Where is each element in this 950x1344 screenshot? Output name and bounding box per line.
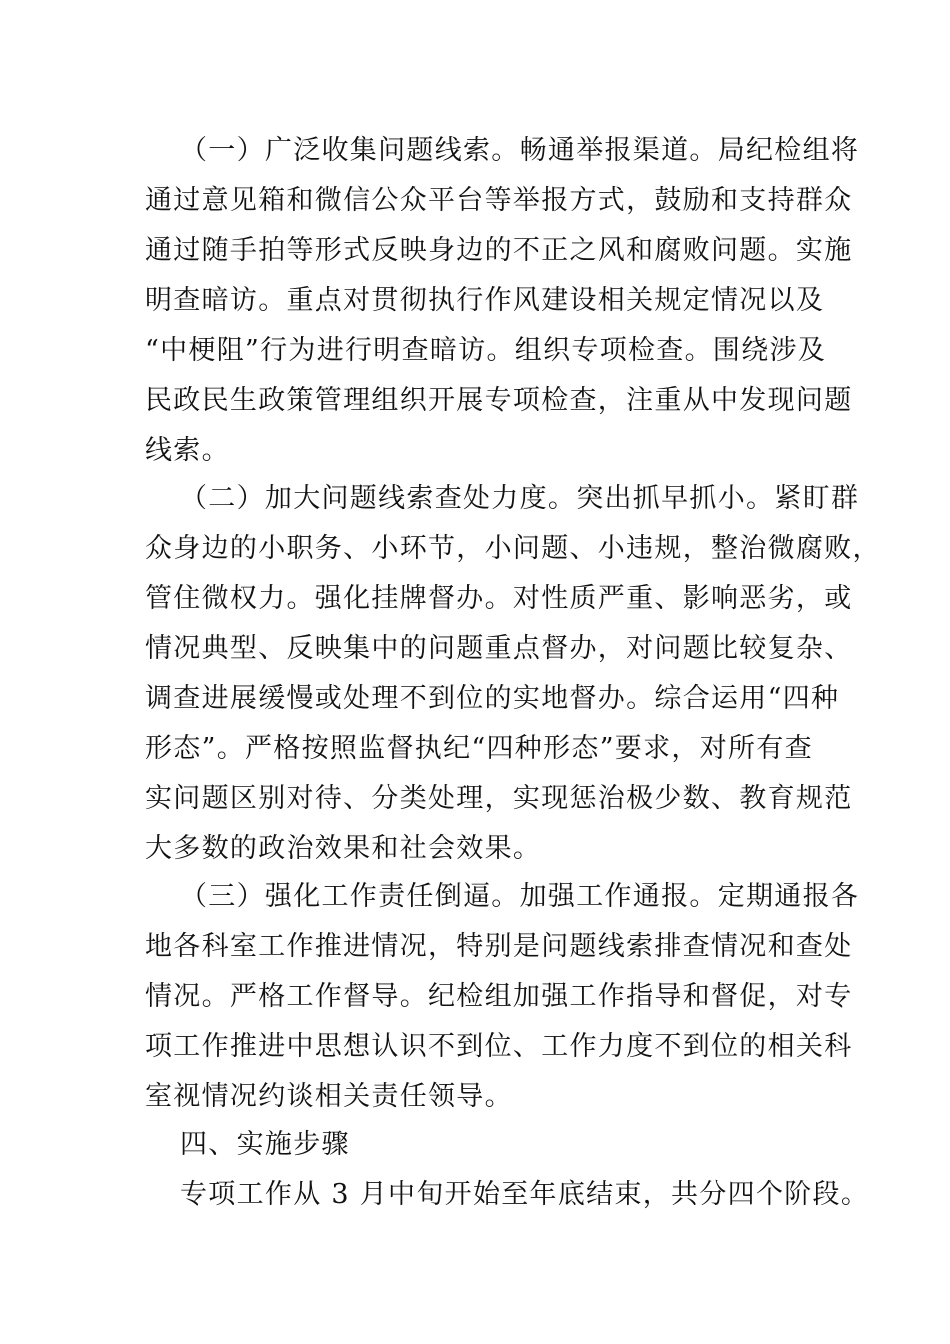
paragraph-2-line-8: 大多数的政治效果和社会效果。: [145, 833, 542, 864]
paragraph-2-line-5: 调查进展缓慢或处理不到位的实地督办。综合运用“四种: [145, 683, 840, 714]
paragraph-3-line-5: 室视情况约谈相关责任领导。: [145, 1081, 513, 1112]
paragraph-2-line-2: 众身边的小职务、小环节，小问题、小违规，整治微腐败，: [145, 533, 881, 564]
paragraph-2-line-6: 形态”。严格按照监督执纪“四种形态”要求，对所有查: [145, 733, 813, 764]
paragraph-2-line-3: 管住微权力。强化挂牌督办。对性质严重、影响恶劣，或: [145, 583, 853, 614]
paragraph-1-line-4: 明查暗访。重点对贯彻执行作风建设相关规定情况以及: [145, 285, 825, 316]
section-heading: 四、实施步骤: [180, 1129, 350, 1160]
paragraph-1-line-1: （一）广泛收集问题线索。畅通举报渠道。局纪检组将: [180, 135, 860, 166]
paragraph-2-line-7: 实问题区别对待、分类处理，实现惩治极少数、教育规范: [145, 783, 853, 814]
paragraph-1-line-2: 通过意见箱和微信公众平台等举报方式，鼓励和支持群众: [145, 185, 853, 216]
paragraph-3-line-1: （三）强化工作责任倒逼。加强工作通报。定期通报各: [180, 881, 860, 912]
paragraph-3-line-3: 情况。严格工作督导。纪检组加强工作指导和督促，对专: [145, 981, 853, 1012]
paragraph-1-line-6: 民政民生政策管理组织开展专项检查，注重从中发现问题: [145, 385, 853, 416]
paragraph-2-line-1: （二）加大问题线索查处力度。突出抓早抓小。紧盯群: [180, 483, 860, 514]
paragraph-1-line-5: “中梗阻”行为进行明查暗访。组织专项检查。围绕涉及: [145, 335, 827, 366]
paragraph-3-line-4: 项工作推进中思想认识不到位、工作力度不到位的相关科: [145, 1031, 853, 1062]
paragraph-1-line-7: 线索。: [145, 435, 230, 466]
paragraph-4-line-1: 专项工作从 3 月中旬开始至年底结束，共分四个阶段。: [180, 1179, 870, 1210]
paragraph-1-line-3: 通过随手拍等形式反映身边的不正之风和腐败问题。实施: [145, 235, 853, 266]
paragraph-3-line-2: 地各科室工作推进情况，特别是问题线索排查情况和查处: [145, 931, 853, 962]
paragraph-2-line-4: 情况典型、反映集中的问题重点督办，对问题比较复杂、: [145, 633, 853, 664]
